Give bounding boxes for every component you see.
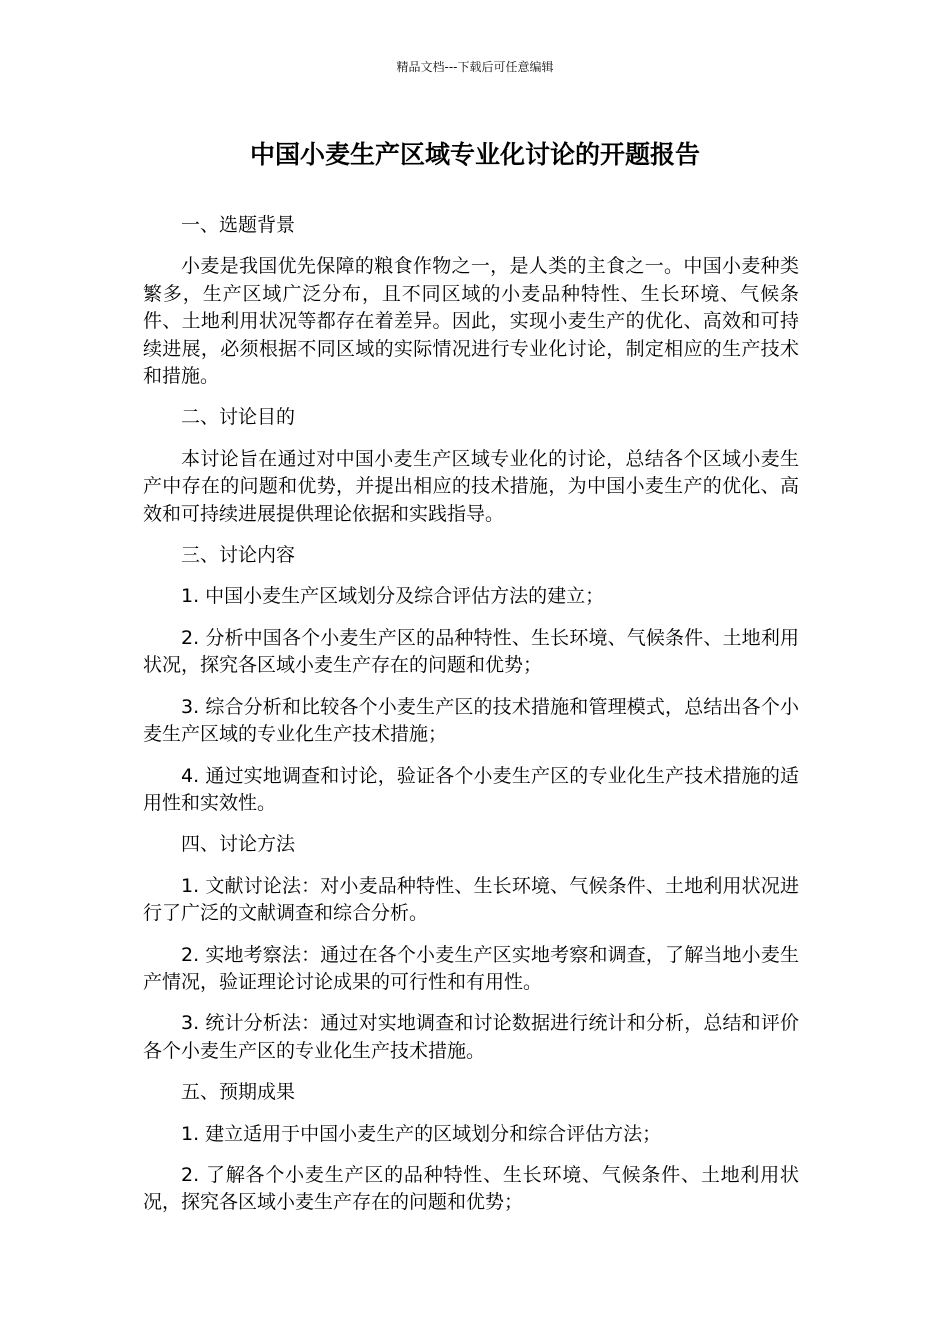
method-item-1: 1. 文献讨论法：对小麦品种特性、生长环境、气候条件、土地利用状况进行了广泛的文献调查和综合分析。 xyxy=(143,874,799,925)
section-heading-purpose: 二、讨论目的 xyxy=(181,406,296,429)
outcome-item-1: 1. 建立适用于中国小麦生产的区域划分和综合评估方法； xyxy=(181,1122,662,1145)
paragraph-background: 小麦是我国优先保障的粮食作物之一，是人类的主食之一。中国小麦种类繁多，生产区域广泛分布，且不同区域的小麦品种特性、生长环境、气候条件、土地利用状况等都存在着差异。因此，实现小麦生产的优化、高效和可持续进展，必须根据不同区域的实际情况进行专业化讨论，制定相应的生产技术和措施。 xyxy=(143,255,799,388)
method-item-3: 3. 统计分析法：通过对实地调查和讨论数据进行统计和分析，总结和评价各个小麦生产区的专业化生产技术措施。 xyxy=(143,1012,799,1062)
section-heading-background: 一、选题背景 xyxy=(181,214,296,236)
content-item-3: 3. 综合分析和比较各个小麦生产区的技术措施和管理模式，总结出各个小麦生产区域的专业化生产技术措施； xyxy=(143,695,799,746)
content-item-1: 1. 中国小麦生产区域划分及综合评估方法的建立； xyxy=(181,585,605,608)
document-title: 中国小麦生产区域专业化讨论的开题报告 xyxy=(249,140,700,169)
content-item-2: 2. 分析中国各个小麦生产区的品种特性、生长环境、气候条件、土地利用状况，探究各区域小麦生产存在的问题和优势； xyxy=(143,626,799,677)
document-body xyxy=(143,212,799,1231)
paragraph-purpose: 本讨论旨在通过对中国小麦生产区域专业化的讨论，总结各个区域小麦生产中存在的问题和优势，并提出相应的技术措施，为中国小麦生产的优化、高效和可持续进展提供理论依据和实践指导。 xyxy=(143,447,799,525)
section-heading-outcomes: 五、预期成果 xyxy=(181,1081,296,1104)
outcome-item-2: 2. 了解各个小麦生产区的品种特性、生长环境、气候条件、土地利用状况，探究各区域小麦生产存在的问题和优势； xyxy=(143,1163,799,1214)
section-heading-content: 三、讨论内容 xyxy=(181,544,296,567)
header-note: 精品文档---下载后可任意编辑 xyxy=(396,60,554,74)
section-heading-methods: 四、讨论方法 xyxy=(181,833,296,856)
content-item-4: 4. 通过实地调查和讨论，验证各个小麦生产区的专业化生产技术措施的适用性和实效性。 xyxy=(143,764,799,814)
method-item-2: 2. 实地考察法：通过在各个小麦生产区实地考察和调查，了解当地小麦生产情况，验证理论讨论成果的可行性和有用性。 xyxy=(143,943,799,993)
